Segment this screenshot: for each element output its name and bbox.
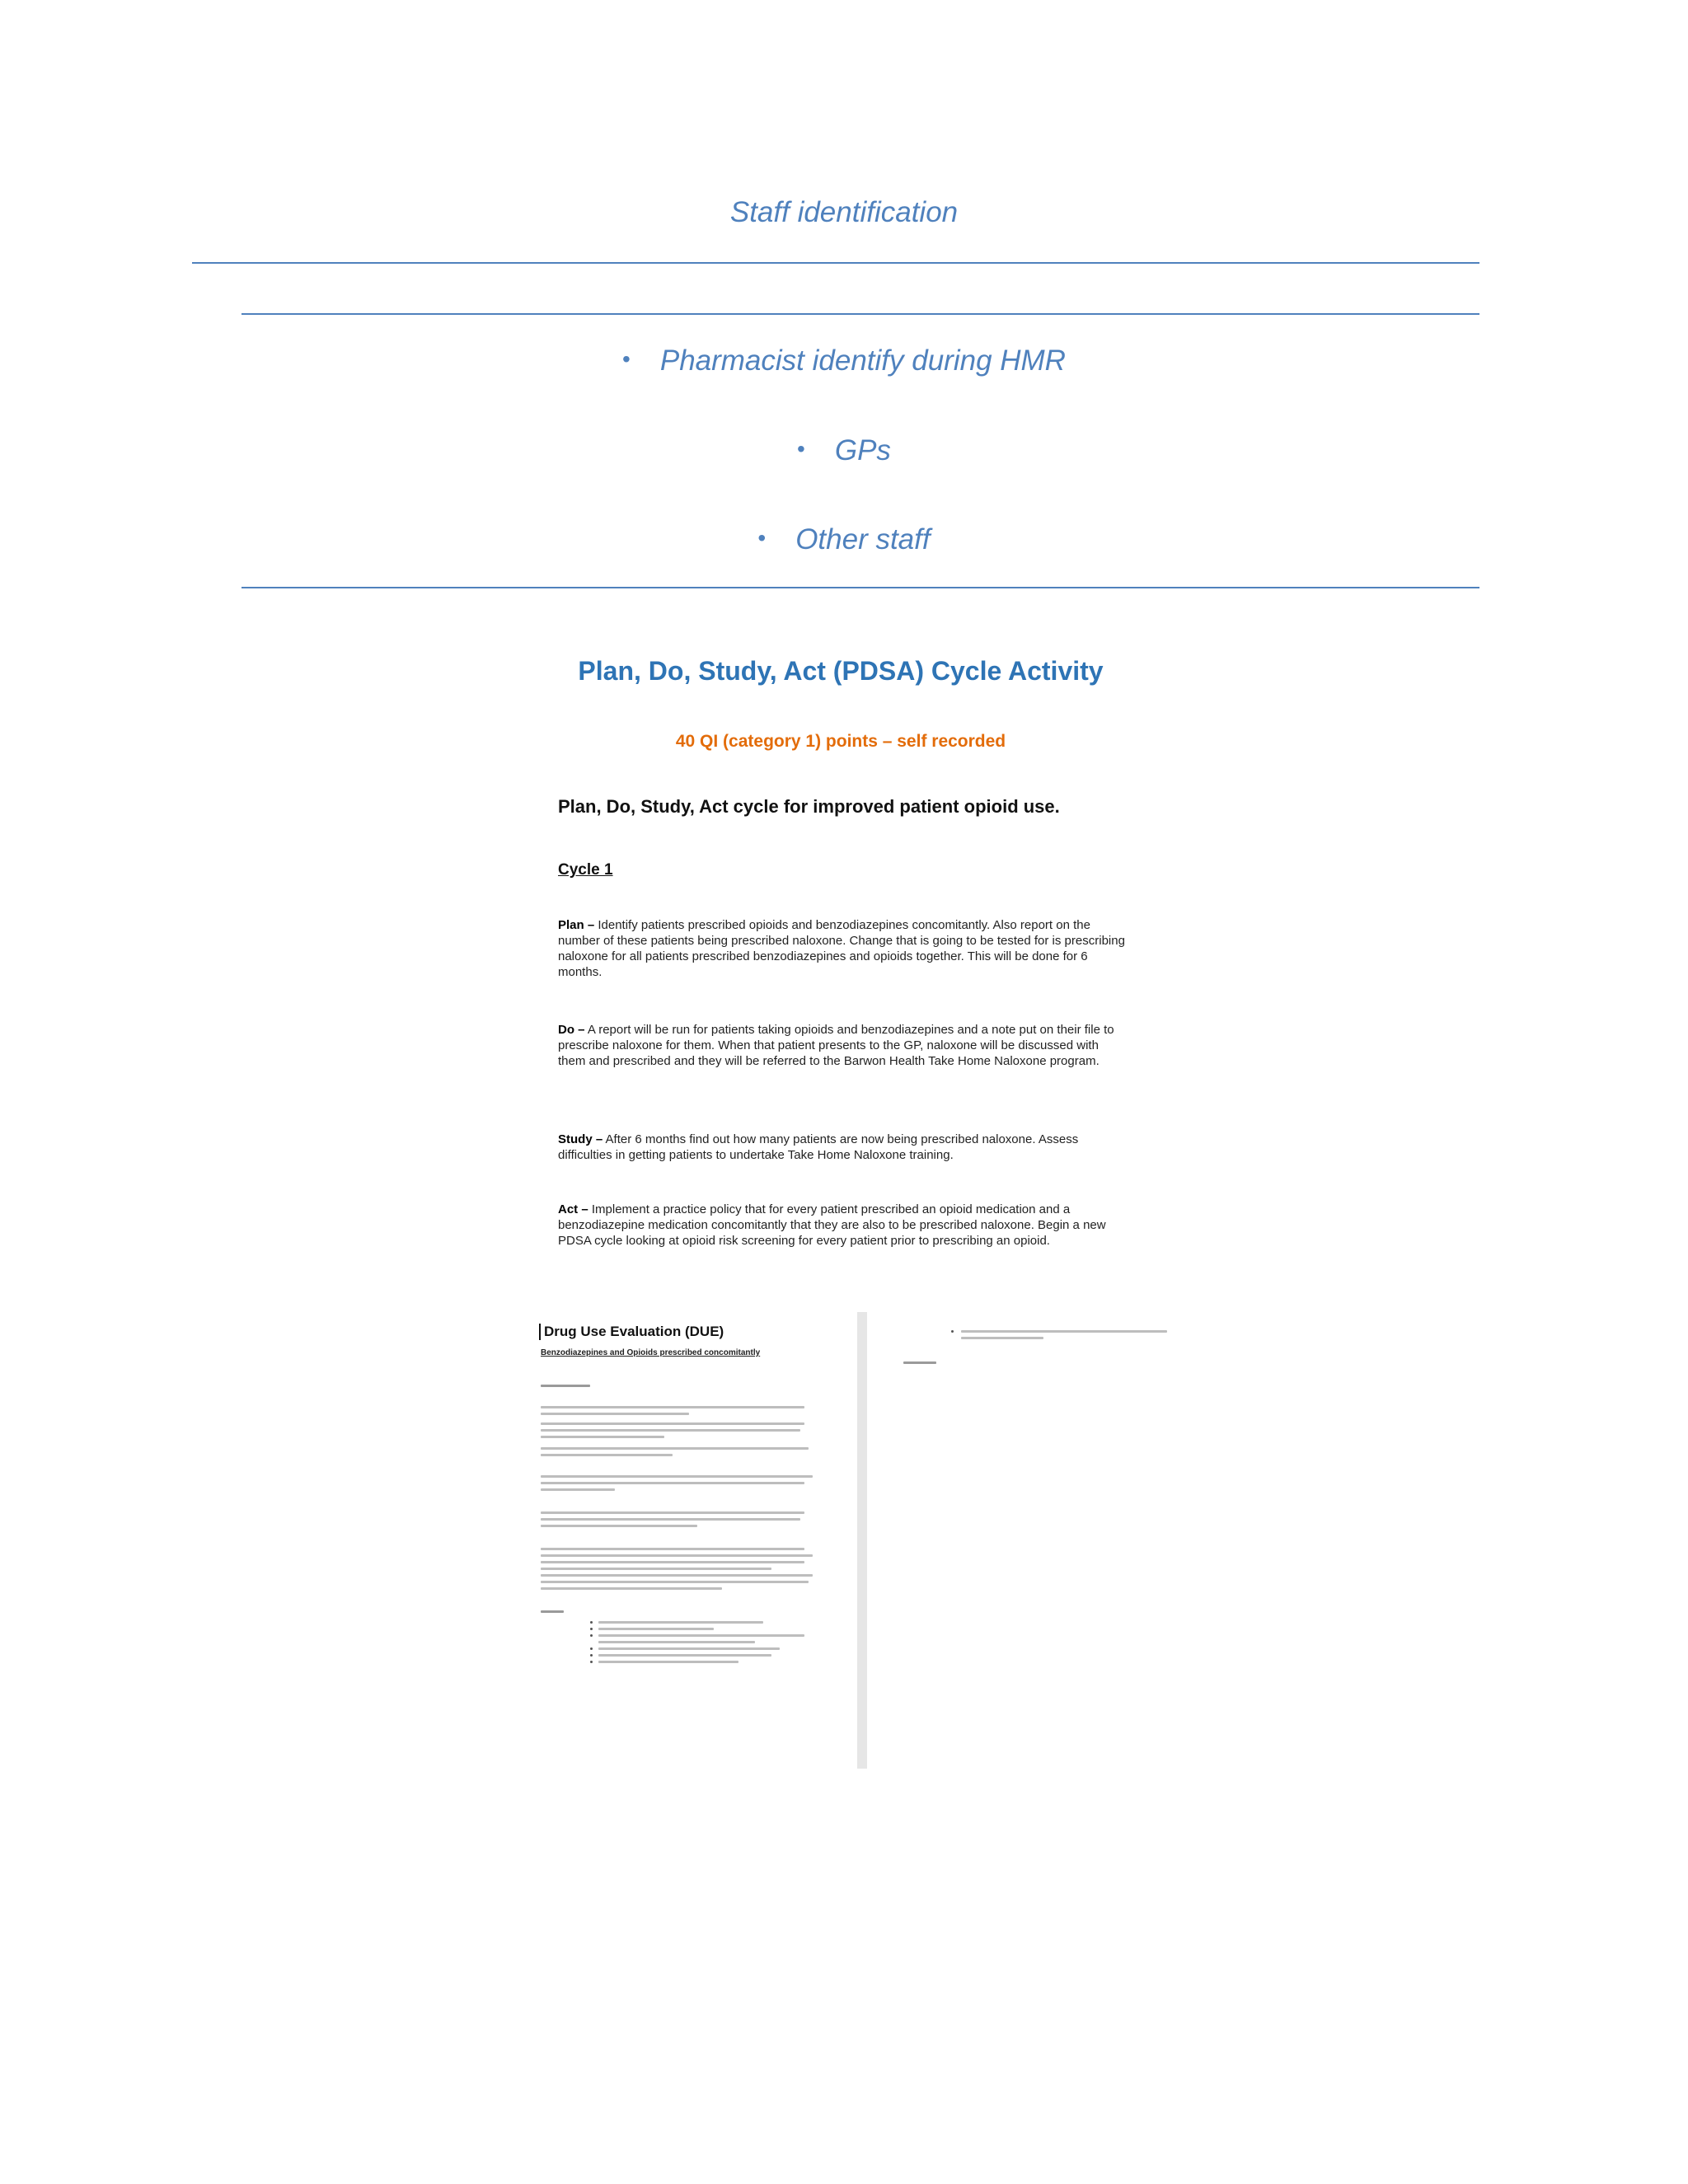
do-label: Do – — [558, 1023, 585, 1037]
text-line — [541, 1436, 664, 1438]
bullet-icon — [590, 1661, 593, 1663]
text-line — [598, 1628, 714, 1630]
act-text: Implement a practice policy that for every patient prescribed an opioid medication and a benzodiazepine medication concomitantly that they are also to be prescribed naloxone. Begin a new PDSA cycle looking at opioid risk screening for every patient prior to prescribing an opioid. — [558, 1202, 1106, 1248]
pdsa-subtitle: 40 QI (category 1) points – self recorded — [675, 732, 1006, 751]
text-line — [598, 1647, 780, 1650]
pdsa-study-paragraph — [558, 1132, 1127, 1163]
pdsa-intro: Plan, Do, Study, Act cycle for improved patient opioid use. — [558, 796, 1060, 817]
text-line — [541, 1447, 809, 1450]
due-subtitle: Benzodiazepines and Opioids prescribed concomitantly — [541, 1348, 761, 1357]
heading-rule — [192, 262, 1479, 264]
text-line — [541, 1561, 804, 1563]
due-thumbnail — [537, 1312, 1180, 1774]
text-line — [598, 1641, 755, 1643]
text-line — [961, 1337, 1043, 1339]
text-line — [541, 1413, 689, 1415]
page-separator — [857, 1312, 867, 1769]
bullet-icon — [590, 1621, 593, 1624]
text-line — [598, 1654, 771, 1657]
text-line — [961, 1330, 1167, 1333]
text-line — [541, 1574, 813, 1577]
pdsa-cycle-heading: Cycle 1 — [558, 861, 613, 879]
list-item-label: Pharmacist identify during HMR — [659, 344, 1066, 377]
text-line — [541, 1482, 804, 1484]
text-line — [541, 1554, 813, 1557]
bullet-icon — [590, 1647, 593, 1650]
act-label: Act – — [558, 1202, 588, 1216]
text-line — [541, 1429, 800, 1432]
text-line — [541, 1610, 564, 1613]
bullet-icon — [590, 1634, 593, 1637]
text-line — [541, 1454, 673, 1456]
pdsa-title: Plan, Do, Study, Act (PDSA) Cycle Activity — [578, 656, 1104, 686]
text-line — [541, 1568, 771, 1570]
text-line — [598, 1621, 763, 1624]
pdsa-plan-paragraph — [558, 917, 1127, 980]
study-text: After 6 months find out how many patients are now being prescribed naloxone. Assess difficulties in getting patients to undertake Take Home Naloxone training. — [558, 1132, 1079, 1162]
text-line — [598, 1634, 804, 1637]
text-line — [541, 1581, 809, 1583]
list-item — [0, 523, 1688, 556]
text-line — [541, 1422, 804, 1425]
list-top-rule — [241, 313, 1479, 315]
text-line — [541, 1488, 615, 1491]
bullet-icon: • — [757, 525, 767, 551]
bullet-icon — [951, 1330, 954, 1333]
text-line — [541, 1587, 722, 1590]
text-line — [903, 1361, 936, 1364]
plan-text: Identify patients prescribed opioids and benzodiazepines concomitantly. Also report on the number of these patients being prescribed naloxone. Change that is going to be tested for is prescribing naloxone for all patients prescribed benzodiazepines and opioids together. This will be done for 6 months. — [558, 918, 1125, 979]
text-line — [541, 1548, 804, 1550]
bullet-icon — [590, 1628, 593, 1630]
list-bottom-rule — [241, 587, 1479, 588]
text-line — [541, 1518, 800, 1521]
pdsa-act-paragraph — [558, 1202, 1127, 1249]
text-line — [598, 1661, 738, 1663]
list-item-label: Other staff — [795, 523, 931, 555]
study-label: Study – — [558, 1132, 603, 1146]
bullet-icon — [590, 1654, 593, 1657]
text-line — [541, 1525, 697, 1527]
section-heading: Staff identification — [729, 196, 959, 228]
due-page-left — [537, 1312, 857, 1769]
list-item — [0, 344, 1688, 377]
text-line — [541, 1511, 804, 1514]
text-line — [541, 1406, 804, 1408]
do-text: A report will be run for patients taking opioids and benzodiazepines and a note put on their file to prescribe naloxone for them. When that patient presents to the GP, naloxone will be discussed with them and prescribed and they will be referred to the Barwon Health Take Home Naloxone program. — [558, 1023, 1114, 1068]
due-title: Drug Use Evaluation (DUE) — [539, 1324, 724, 1340]
text-line — [541, 1475, 813, 1478]
pdsa-do-paragraph — [558, 1022, 1127, 1069]
list-item — [0, 434, 1688, 467]
pdsa-image — [544, 635, 1137, 1294]
plan-label: Plan – — [558, 918, 595, 932]
bullet-icon: • — [797, 436, 805, 462]
text-line — [541, 1385, 590, 1387]
bullet-icon: • — [622, 346, 631, 372]
list-item-label: GPs — [834, 434, 891, 466]
